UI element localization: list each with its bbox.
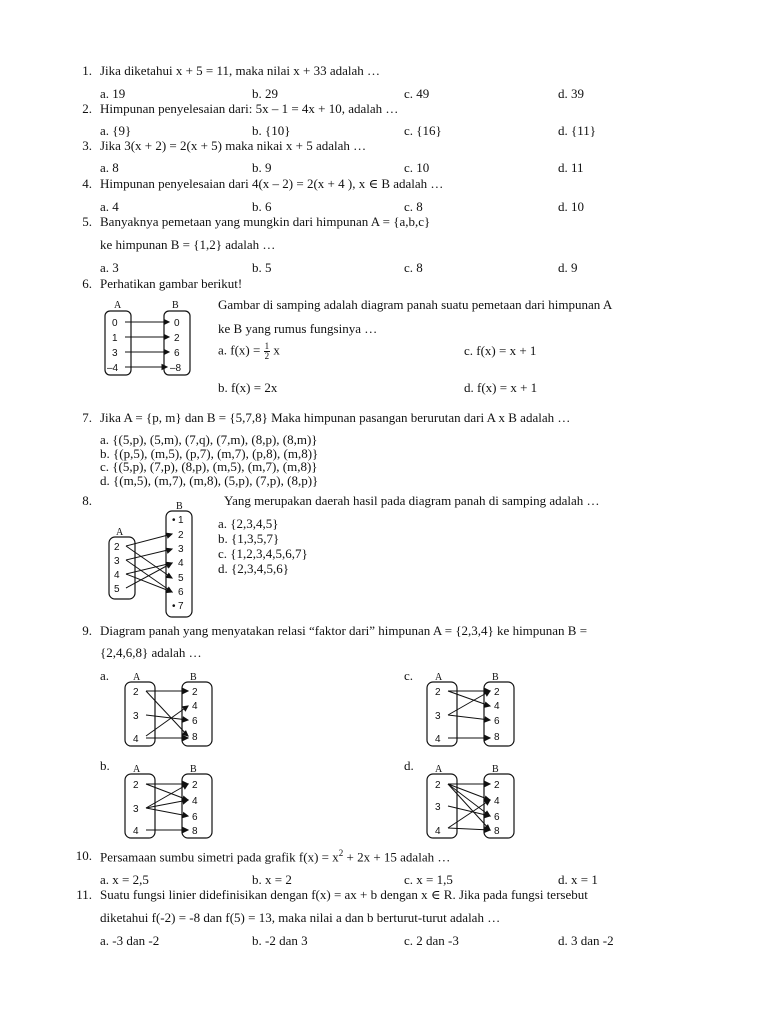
q1-number: 1. — [82, 63, 92, 78]
q9-number: 9. — [82, 623, 92, 638]
q6-arrow-diagram — [98, 298, 198, 380]
q2-option-d: d. {11} — [558, 123, 596, 138]
q7-option-a: a. {(5,p), (5,m), (7,q), (7,m), (8,p), (8,m)} — [100, 432, 318, 447]
q11-text-line2: diketahui f(-2) = -8 dan f(5) = 13, maka nilai a dan b berturut-turut adalah … — [100, 910, 501, 925]
svg-text:2: 2 — [133, 780, 139, 791]
q3-option-b: b. 9 — [252, 160, 272, 175]
q3-text: Jika 3(x + 2) = 2(x + 5) maka nikai x + 5 adalah … — [100, 138, 367, 153]
q6-description-line2: ke B yang rumus fungsinya … — [218, 321, 378, 336]
svg-text:6: 6 — [494, 716, 500, 727]
q4-number: 4. — [82, 176, 92, 191]
q8-option-c: c. {1,2,3,4,5,6,7} — [218, 546, 308, 561]
q8-a-item: 2 — [114, 542, 120, 553]
q9-text: Diagram panah yang menyatakan relasi “faktor dari” himpunan A = {2,3,4} ke himpunan B = — [100, 623, 588, 638]
q9-label-c: c. — [404, 668, 414, 683]
q1-option-b: b. 29 — [252, 86, 278, 101]
svg-text:3: 3 — [435, 802, 441, 813]
q9a-set-b-label: B — [190, 672, 197, 683]
q7-option-d: d. {(m,5), (m,7), (m,8), (5,p), (7,p), (8,p)} — [100, 472, 319, 488]
q5-option-d: d. 9 — [558, 260, 578, 275]
svg-text:8: 8 — [192, 732, 198, 743]
q1-option-a: a. 19 — [100, 86, 126, 101]
q9-text-line2: {2,4,6,8} adalah … — [100, 645, 202, 660]
svg-text:3: 3 — [133, 711, 139, 722]
q8-set-b-label: B — [176, 501, 183, 512]
q11-option-c: c. 2 dan -3 — [404, 933, 459, 948]
q11-option-b: b. -2 dan 3 — [252, 933, 308, 948]
q6-b-item: 2 — [174, 333, 180, 344]
q6-number: 6. — [82, 276, 92, 291]
svg-text:8: 8 — [192, 826, 198, 837]
svg-text:2: 2 — [494, 687, 500, 698]
q9-diagram-d — [420, 762, 520, 842]
q5-text: Banyaknya pemetaan yang mungkin dari himpunan A = {a,b,c} — [100, 214, 431, 229]
q11-option-a: a. -3 dan -2 — [100, 933, 160, 948]
q8-b-item: 4 — [178, 558, 184, 569]
svg-text:4: 4 — [435, 734, 441, 745]
q6-a-item: 3 — [112, 348, 118, 359]
q8-b-item: 2 — [178, 530, 184, 541]
q10-option-a: a. x = 2,5 — [100, 872, 149, 887]
q2-number: 2. — [82, 101, 92, 116]
svg-text:4: 4 — [494, 796, 500, 807]
svg-text:2: 2 — [192, 687, 198, 698]
svg-text:3: 3 — [435, 711, 441, 722]
q6-a-item: –4 — [107, 363, 119, 374]
svg-text:A: A — [435, 672, 443, 683]
q4-option-c: c. 8 — [404, 199, 423, 214]
q8-number: 8. — [82, 493, 92, 508]
q7-option-b: b. {(p,5), (m,5), (p,7), (m,7), (p,8), (m,8)} — [100, 445, 319, 461]
svg-text:B: B — [190, 764, 197, 775]
q6-option-a-suffix: x — [270, 342, 280, 358]
q2-text: Himpunan penyelesaian dari: 5x – 1 = 4x + 10, adalah … — [100, 101, 399, 116]
q6-option-a-prefix: a. f(x) = — [218, 342, 264, 358]
q9-label-b: b. — [100, 758, 110, 773]
svg-text:4: 4 — [435, 826, 441, 837]
q6-b-item: 0 — [174, 318, 180, 329]
q9-diagram-a — [118, 670, 218, 750]
q3-option-d: d. 11 — [558, 160, 584, 175]
svg-text:4: 4 — [192, 701, 198, 712]
q9a-set-a-label: A — [133, 672, 141, 683]
q2-option-b: b. {10} — [252, 123, 291, 138]
svg-text:2: 2 — [435, 687, 441, 698]
q8-option-a: a. {2,3,4,5} — [218, 516, 279, 531]
q10-number: 10. — [75, 848, 92, 863]
q5-text-line2: ke himpunan B = {1,2} adalah … — [100, 237, 276, 252]
q8-set-a-oval — [109, 537, 135, 599]
q8-b-item: • — [172, 515, 176, 526]
q2-option-c: c. {16} — [404, 123, 442, 138]
svg-text:6: 6 — [192, 812, 198, 823]
q9-diagram-b — [118, 762, 218, 842]
q10-option-b: b. x = 2 — [252, 872, 292, 887]
svg-text:6: 6 — [192, 716, 198, 727]
q8-b-item: 5 — [178, 573, 184, 584]
q1-option-d: d. 39 — [558, 86, 584, 101]
svg-text:2: 2 — [494, 780, 500, 791]
q1-option-c: c. 49 — [404, 86, 430, 101]
q5-number: 5. — [82, 214, 92, 229]
svg-text:4: 4 — [133, 826, 139, 837]
q8-b-item: 3 — [178, 544, 184, 555]
q5-option-a: a. 3 — [100, 260, 119, 275]
q4-option-b: b. 6 — [252, 199, 272, 214]
q8-arrow-diagram — [104, 499, 204, 619]
q9-diagram-c — [420, 670, 520, 750]
svg-text:4: 4 — [494, 701, 500, 712]
q9-label-d: d. — [404, 758, 414, 773]
q8-a-item: 4 — [114, 570, 120, 581]
q5-option-b: b. 5 — [252, 260, 272, 275]
svg-text:B: B — [492, 672, 499, 683]
q11-text: Suatu fungsi linier didefinisikan dengan f(x) = ax + b dengan x ∈ R. Jika pada fungsi tersebut — [100, 887, 588, 902]
q6-arrows — [125, 320, 169, 370]
svg-text:2: 2 — [435, 780, 441, 791]
svg-text:A: A — [133, 764, 141, 775]
q7-options — [100, 433, 318, 487]
svg-text:4: 4 — [192, 796, 198, 807]
q8-arrows — [126, 533, 172, 592]
q10-text-post: + 2x + 15 adalah … — [343, 849, 451, 865]
q4-option-a: a. 4 — [100, 199, 119, 214]
q10-option-c: c. x = 1,5 — [404, 872, 453, 887]
q8-text: Yang merupakan daerah hasil pada diagram panah di samping adalah … — [224, 493, 600, 508]
q2-option-a: a. {9} — [100, 123, 132, 138]
q10-option-d: d. x = 1 — [558, 872, 598, 887]
q6-fraction-numerator: 1 — [264, 341, 270, 351]
q6-fraction-denominator: 2 — [264, 351, 270, 361]
svg-text:2: 2 — [133, 687, 139, 698]
q8-a-item: 5 — [114, 584, 120, 595]
q7-option-c: c. {(5,p), (7,p), (8,p), (m,5), (m,7), (m,8)} — [100, 459, 318, 474]
q8-set-a-label: A — [116, 527, 124, 538]
q5-option-c: c. 8 — [404, 260, 423, 275]
q9-label-a: a. — [100, 668, 110, 683]
q7-number: 7. — [82, 410, 92, 425]
q10-text — [100, 848, 450, 865]
q6-option-d: d. f(x) = x + 1 — [464, 380, 538, 395]
q6-a-item: 1 — [112, 333, 118, 344]
q1-text: Jika diketahui x + 5 = 11, maka nilai x + 33 adalah … — [100, 63, 381, 78]
q3-option-a: a. 8 — [100, 160, 119, 175]
q8-options — [218, 516, 308, 576]
q11-option-d: d. 3 dan -2 — [558, 933, 614, 948]
q7-text: Jika A = {p, m} dan B = {5,7,8} Maka himpunan pasangan berurutan dari A x B adalah … — [100, 410, 571, 425]
q10-superscript: 2 — [338, 848, 344, 858]
q8-a-item: 3 — [114, 556, 120, 567]
q6-b-item: 6 — [174, 348, 180, 359]
q3-number: 3. — [82, 138, 92, 153]
q6-set-b-label: B — [172, 300, 179, 311]
q8-b-item: • — [172, 601, 176, 612]
svg-text:2: 2 — [192, 780, 198, 791]
q6-text: Perhatikan gambar berikut! — [100, 276, 243, 291]
q8-option-d: d. {2,3,4,5,6} — [218, 561, 289, 576]
q6-option-c: c. f(x) = x + 1 — [464, 343, 537, 358]
q6-description-line1: Gambar di samping adalah diagram panah suatu pemetaan dari himpunan A — [218, 297, 613, 312]
q6-a-item: 0 — [112, 318, 118, 329]
svg-text:8: 8 — [494, 826, 500, 837]
svg-text:8: 8 — [494, 732, 500, 743]
q4-text: Himpunan penyelesaian dari 4(x – 2) = 2(x + 4 ), x ∈ B adalah … — [100, 176, 444, 191]
svg-text:A: A — [435, 764, 443, 775]
q10-text-pre: Persamaan sumbu simetri pada grafik f(x) = x — [100, 849, 339, 865]
q8-option-b: b. {1,3,5,7} — [218, 531, 280, 546]
q6-set-a-label: A — [114, 300, 122, 311]
q6-option-b: b. f(x) = 2x — [218, 380, 278, 395]
q11-number: 11. — [76, 887, 92, 902]
svg-text:4: 4 — [133, 734, 139, 745]
q6-option-a — [218, 342, 280, 361]
q8-b-item: 7 — [178, 601, 184, 612]
q3-option-c: c. 10 — [404, 160, 430, 175]
svg-text:6: 6 — [494, 812, 500, 823]
svg-text:B: B — [492, 764, 499, 775]
q8-b-item: 1 — [178, 515, 184, 526]
q8-b-item: 6 — [178, 587, 184, 598]
svg-text:3: 3 — [133, 804, 139, 815]
q4-option-d: d. 10 — [558, 199, 584, 214]
q6-b-item: –8 — [170, 363, 182, 374]
